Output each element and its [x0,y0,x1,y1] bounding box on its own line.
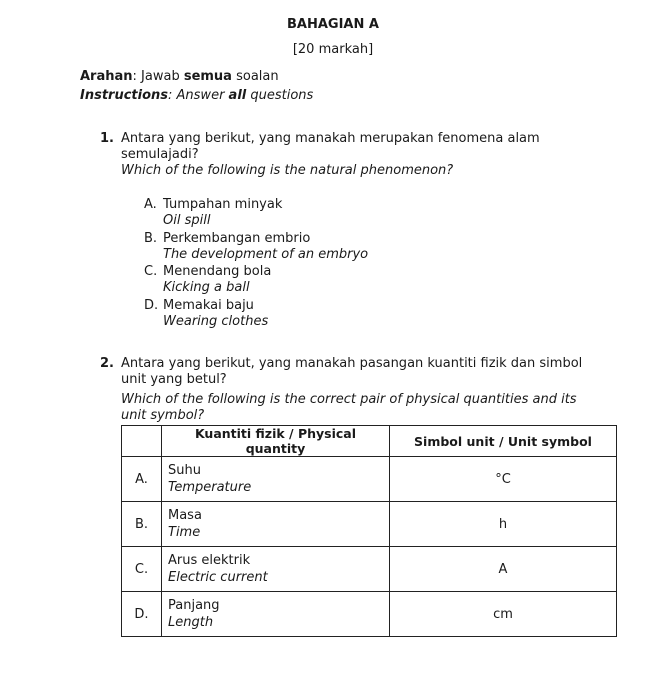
q1-option-d-malay: Memakai baju [163,298,254,313]
table-header-blank [122,426,162,457]
instruction-malay [80,69,279,84]
q1-option-b-english: The development of an embryo [163,247,369,262]
q2-malay-line1: Antara yang berikut, yang manakah pasangan kuantiti fizik dan simbol [121,356,583,371]
row-a-english: Temperature [168,480,252,495]
instruction-english-pre: : Answer [168,88,229,103]
section-title: BAHAGIAN A [287,17,379,32]
instruction-english [80,88,313,103]
instruction-malay-pre: : Jawab [132,69,184,84]
q2-english-line1: Which of the following is the correct pair of physical quantities and its [121,392,577,407]
instruction-english-label: Instructions [80,88,169,103]
q1-number: 1. [100,131,114,146]
table-header-quantity: Kuantiti fizik / Physical quantity [162,426,390,457]
row-a-symbol: °C [390,457,617,502]
row-c-symbol: A [390,547,617,592]
row-d-english: Length [168,615,214,630]
q1-malay-line1: Antara yang berikut, yang manakah merupakan fenomena alam [121,131,540,146]
row-b-english: Time [168,525,201,540]
q2-number: 2. [100,356,114,371]
q1-option-d-label: D. [144,298,159,313]
row-b-symbol: h [390,502,617,547]
q1-option-a-english: Oil spill [163,213,211,228]
row-d-label: D. [122,592,162,637]
q1-option-c-malay: Menendang bola [163,264,272,279]
row-c-english: Electric current [168,570,268,585]
row-b-label: B. [122,502,162,547]
q2-english-line2: unit symbol? [121,408,205,423]
table-header-row [122,426,617,457]
q1-option-c-label: C. [144,264,158,279]
row-b-malay: Masa [168,508,202,523]
row-a-malay: Suhu [168,463,201,478]
q1-option-c-english: Kicking a ball [163,280,250,295]
q1-option-b-label: B. [144,231,158,246]
quantity-table [121,425,617,637]
table-row [122,502,617,547]
marks-label: [20 markah] [292,42,374,57]
row-c-malay: Arus elektrik [168,553,251,568]
q1-option-b-malay: Perkembangan embrio [163,231,311,246]
q1-option-a-label: A. [144,197,157,212]
table-row [122,457,617,502]
instruction-malay-label: Arahan [80,69,133,84]
instruction-malay-post: soalan [231,69,279,84]
row-b-quantity [162,502,390,547]
row-a-label: A. [122,457,162,502]
q2-malay-line2: unit yang betul? [121,372,227,387]
instruction-malay-bold: semua [183,69,232,84]
row-d-malay: Panjang [168,598,220,613]
q1-option-a-malay: Tumpahan minyak [163,197,283,212]
table-header-symbol: Simbol unit / Unit symbol [390,426,617,457]
table-row [122,547,617,592]
q1-english: Which of the following is the natural phenomenon? [121,163,454,178]
row-a-quantity [162,457,390,502]
row-c-quantity [162,547,390,592]
table-row [122,592,617,637]
q1-malay-line2: semulajadi? [121,147,199,162]
row-d-symbol: cm [390,592,617,637]
row-d-quantity [162,592,390,637]
instruction-english-post: questions [246,88,314,103]
row-c-label: C. [122,547,162,592]
q1-option-d-english: Wearing clothes [163,314,269,329]
instruction-english-bold: all [228,88,247,103]
